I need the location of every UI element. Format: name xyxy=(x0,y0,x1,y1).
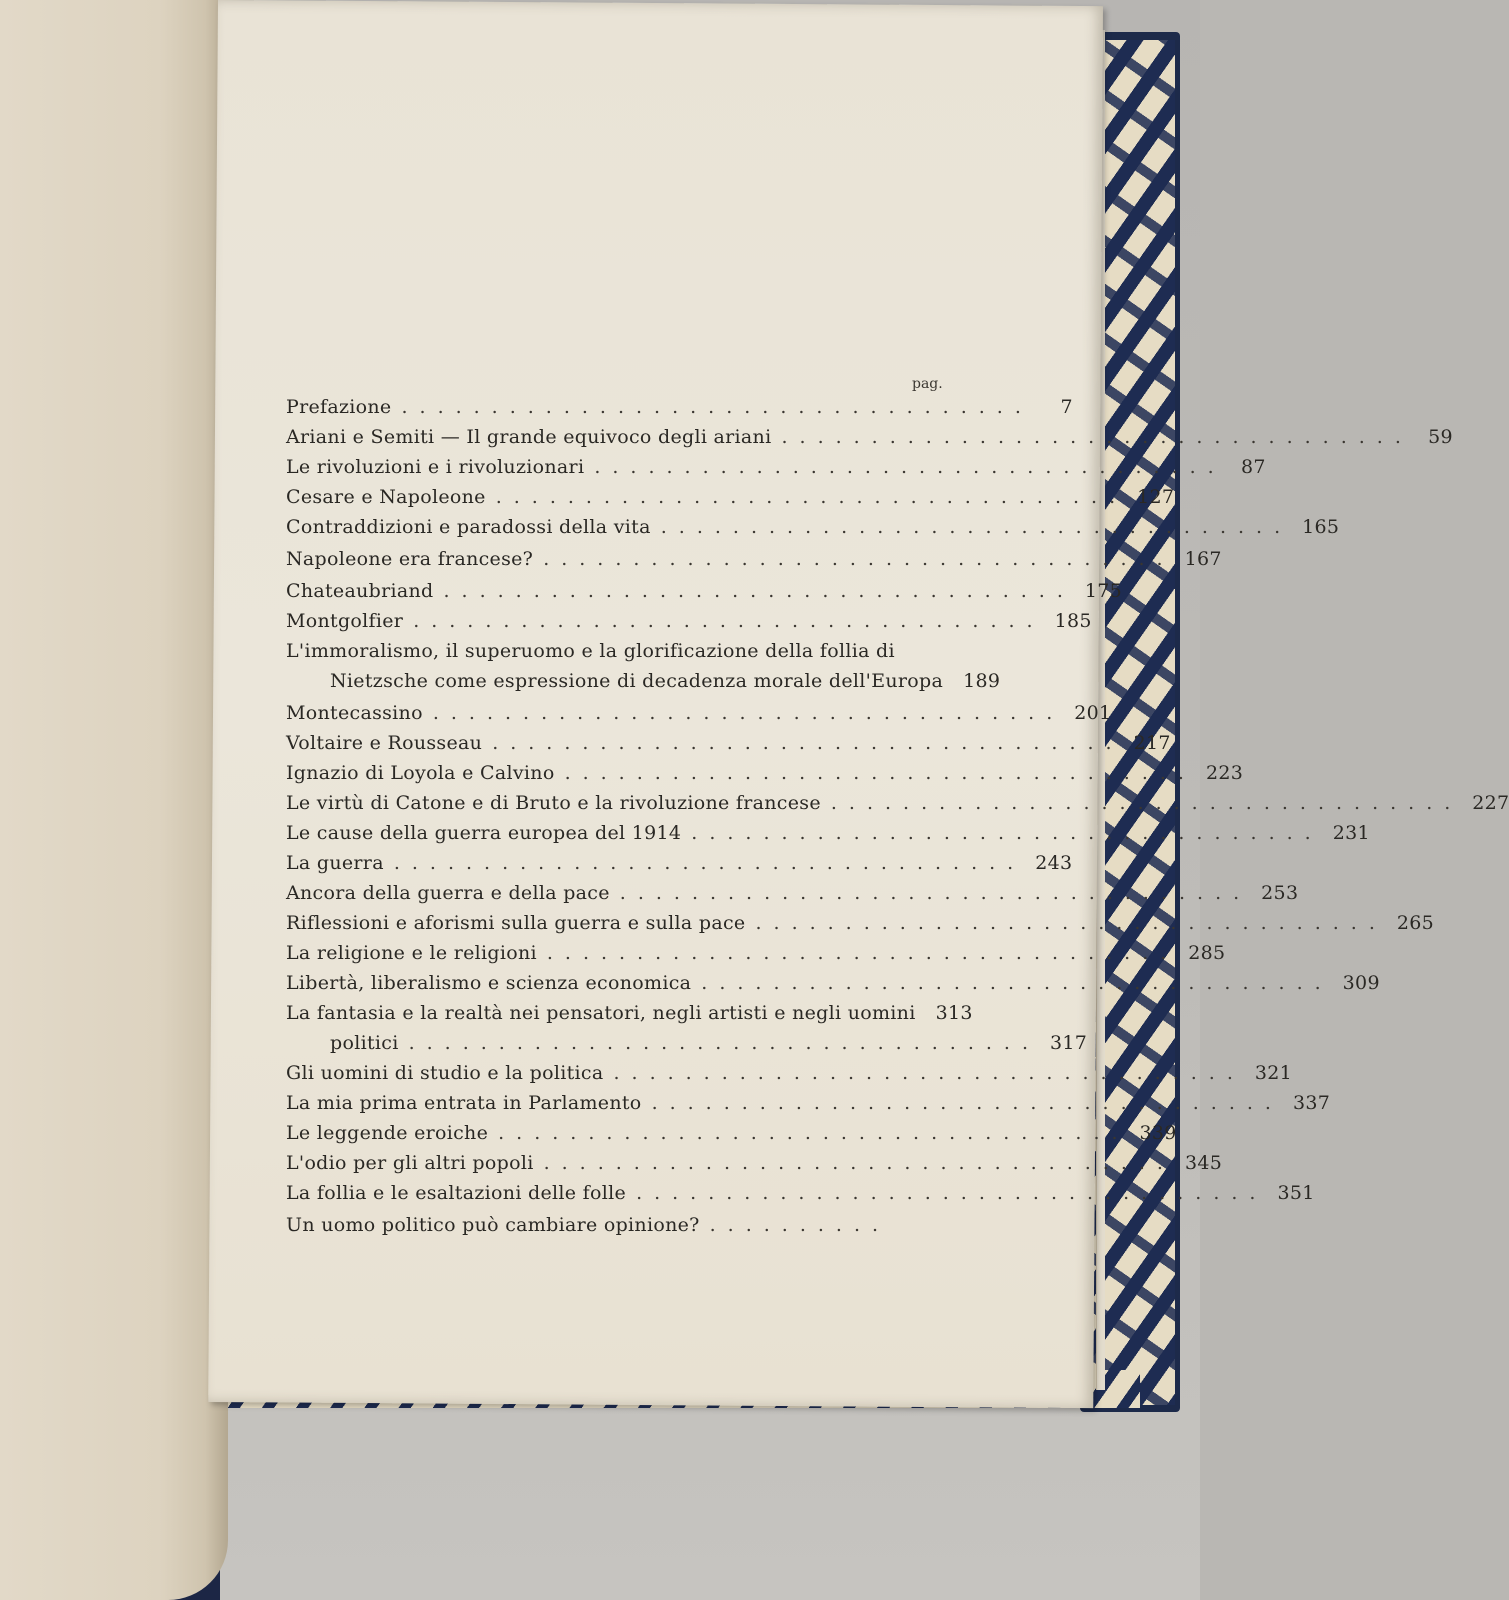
toc-entry-title: La fantasia e la realtà nei pensatori, negli artisti e negli uomini xyxy=(286,1002,916,1024)
toc-entry xyxy=(286,610,1092,632)
toc-entry xyxy=(286,1092,1331,1114)
toc-entry-page: 243 xyxy=(1035,852,1073,874)
toc-entry-title: Ignazio di Loyola e Calvino xyxy=(286,762,555,784)
leader-dots: ................................... xyxy=(432,702,1065,724)
toc-entry-page: 227 xyxy=(1472,792,1509,814)
toc-entry-page: 217 xyxy=(1133,732,1171,754)
toc-entry-page: 127 xyxy=(1137,486,1175,508)
toc-entry xyxy=(286,1214,966,1236)
leader-dots: ................................... xyxy=(413,610,1045,632)
toc-entry-page: 167 xyxy=(1184,548,1222,570)
toc-entry-title: Le virtù di Catone e di Bruto e la rivoluzione francese xyxy=(286,792,821,814)
toc-entry xyxy=(286,396,1073,418)
toc-entry-page: 339 xyxy=(1139,1122,1177,1144)
page-column-header: pag. xyxy=(912,376,943,392)
toc-entry-title: Ariani e Semiti — Il grande equivoco degli ariani xyxy=(286,426,772,448)
toc-entry-title: politici xyxy=(330,1032,399,1054)
toc-entry xyxy=(286,1062,1293,1084)
toc-entry-title: Chateaubriand xyxy=(286,580,434,602)
toc-entry xyxy=(286,762,1244,784)
toc-entry xyxy=(286,456,1266,478)
toc-entry xyxy=(286,822,1370,844)
toc-entry xyxy=(286,912,1435,934)
toc-entry-title: Le leggende eroiche xyxy=(286,1122,489,1144)
toc-entry-title: Montecassino xyxy=(286,702,423,724)
toc-entry xyxy=(286,732,1171,754)
toc-entry-page: 231 xyxy=(1332,822,1370,844)
toc-entry-title: Voltaire e Rousseau xyxy=(286,732,483,754)
toc-entry-title: Nietzsche come espressione di decadenza morale dell'Europa xyxy=(330,670,944,692)
leader-dots: ................................... xyxy=(564,762,1196,784)
toc-entry xyxy=(286,1032,1088,1054)
toc-entry xyxy=(286,670,1001,692)
toc-entry-title: Un uomo politico può cambiare opinione? xyxy=(286,1214,700,1236)
toc-entry-title: Prefazione xyxy=(286,396,392,418)
toc-entry xyxy=(286,972,1380,994)
toc-entry-title: La religione e le religioni xyxy=(286,942,537,964)
toc-entry-title: Gli uomini di studio e la politica xyxy=(286,1062,604,1084)
toc-entry-page: 337 xyxy=(1292,1092,1331,1114)
toc-entry-title: Libertà, liberalismo e scienza economica xyxy=(286,972,692,994)
toc-entry-page: 351 xyxy=(1277,1182,1315,1204)
left-page xyxy=(0,0,228,1600)
leader-dots: ................................... xyxy=(781,426,1413,448)
toc-entry-page: 189 xyxy=(963,670,1001,692)
toc-entry xyxy=(286,1122,1177,1144)
toc-entry-page: 201 xyxy=(1074,702,1112,724)
leader-dots: ................................... xyxy=(443,580,1075,602)
toc-entry xyxy=(286,882,1299,904)
toc-entry-page: 7 xyxy=(1060,396,1073,418)
toc-entry-page: 321 xyxy=(1254,1062,1293,1084)
leader-dots: ................................... xyxy=(408,1032,1040,1054)
leader-dots: ................................... xyxy=(401,396,1033,418)
leader-dots: ................................... xyxy=(660,516,1293,538)
toc-entry xyxy=(286,548,1222,570)
leader-dots: ................................... xyxy=(495,486,1128,508)
toc-entry-title: La follia e le esaltazioni delle folle xyxy=(286,1182,627,1204)
leader-dots: .......... xyxy=(709,1214,891,1236)
toc-entry-page: 165 xyxy=(1302,516,1340,538)
leader-dots: ................................... xyxy=(546,942,1179,964)
leader-dots: ................................... xyxy=(830,792,1463,814)
toc-entry-page: 285 xyxy=(1188,942,1226,964)
leader-dots: ................................... xyxy=(492,732,1124,754)
toc-entry xyxy=(286,516,1340,538)
toc-entry xyxy=(286,426,1453,448)
toc-entry-page: 313 xyxy=(935,1002,973,1024)
leader-dots: ................................... xyxy=(543,1152,1175,1174)
leader-dots: ................................... xyxy=(691,822,1323,844)
toc-entry-title: Cesare e Napoleone xyxy=(286,486,486,508)
toc-entry xyxy=(286,852,1073,874)
toc-entry xyxy=(286,702,1112,724)
leader-dots: ................................... xyxy=(701,972,1333,994)
toc-entry-page: 87 xyxy=(1240,456,1266,478)
toc-entry xyxy=(286,792,1509,814)
toc-entry-title: Le cause della guerra europea del 1914 xyxy=(286,822,682,844)
leader-dots: ................................... xyxy=(619,882,1252,904)
toc-entry-page: 253 xyxy=(1261,882,1299,904)
toc-entry xyxy=(286,1152,1223,1174)
toc-entry-page: 345 xyxy=(1184,1152,1223,1174)
leader-dots: ................................... xyxy=(613,1062,1245,1084)
toc-entry-page: 265 xyxy=(1396,912,1435,934)
toc-entry-page: 317 xyxy=(1049,1032,1088,1054)
toc-entry-page: 309 xyxy=(1342,972,1380,994)
toc-entry-page: 223 xyxy=(1205,762,1244,784)
toc-entry-title: Montgolfier xyxy=(286,610,404,632)
toc-entry-title: Le rivoluzioni e i rivoluzionari xyxy=(286,456,585,478)
leader-dots: ................................... xyxy=(393,852,1026,874)
toc-entry-title: L'immoralismo, il superuomo e la glorificazione della follia di xyxy=(286,640,895,662)
toc-entry xyxy=(286,486,1175,508)
toc-entry-title: L'odio per gli altri popoli xyxy=(286,1152,534,1174)
leader-dots: ................................... xyxy=(543,548,1175,570)
leader-dots: ................................... xyxy=(594,456,1226,478)
toc-entry xyxy=(286,1002,973,1024)
leader-dots: ................................... xyxy=(498,1122,1130,1144)
toc-entry xyxy=(286,640,966,662)
toc-entry-title: La guerra xyxy=(286,852,384,874)
toc-entry xyxy=(286,580,1123,602)
toc-entry-title: Contraddizioni e paradossi della vita xyxy=(286,516,651,538)
toc-entry xyxy=(286,1182,1315,1204)
leader-dots: ................................... xyxy=(651,1092,1283,1114)
toc-entry-page: 175 xyxy=(1084,580,1123,602)
toc-entry-title: Ancora della guerra e della pace xyxy=(286,882,610,904)
toc-entry xyxy=(286,942,1226,964)
leader-dots: ................................... xyxy=(755,912,1387,934)
toc-entry-page: 185 xyxy=(1054,610,1092,632)
toc-entry-title: Riflessioni e aforismi sulla guerra e sulla pace xyxy=(286,912,746,934)
toc-entry-title: Napoleone era francese? xyxy=(286,548,534,570)
toc-entry-page: 59 xyxy=(1428,426,1453,448)
toc-entry-title: La mia prima entrata in Parlamento xyxy=(286,1092,642,1114)
leader-dots: ................................... xyxy=(636,1182,1268,1204)
